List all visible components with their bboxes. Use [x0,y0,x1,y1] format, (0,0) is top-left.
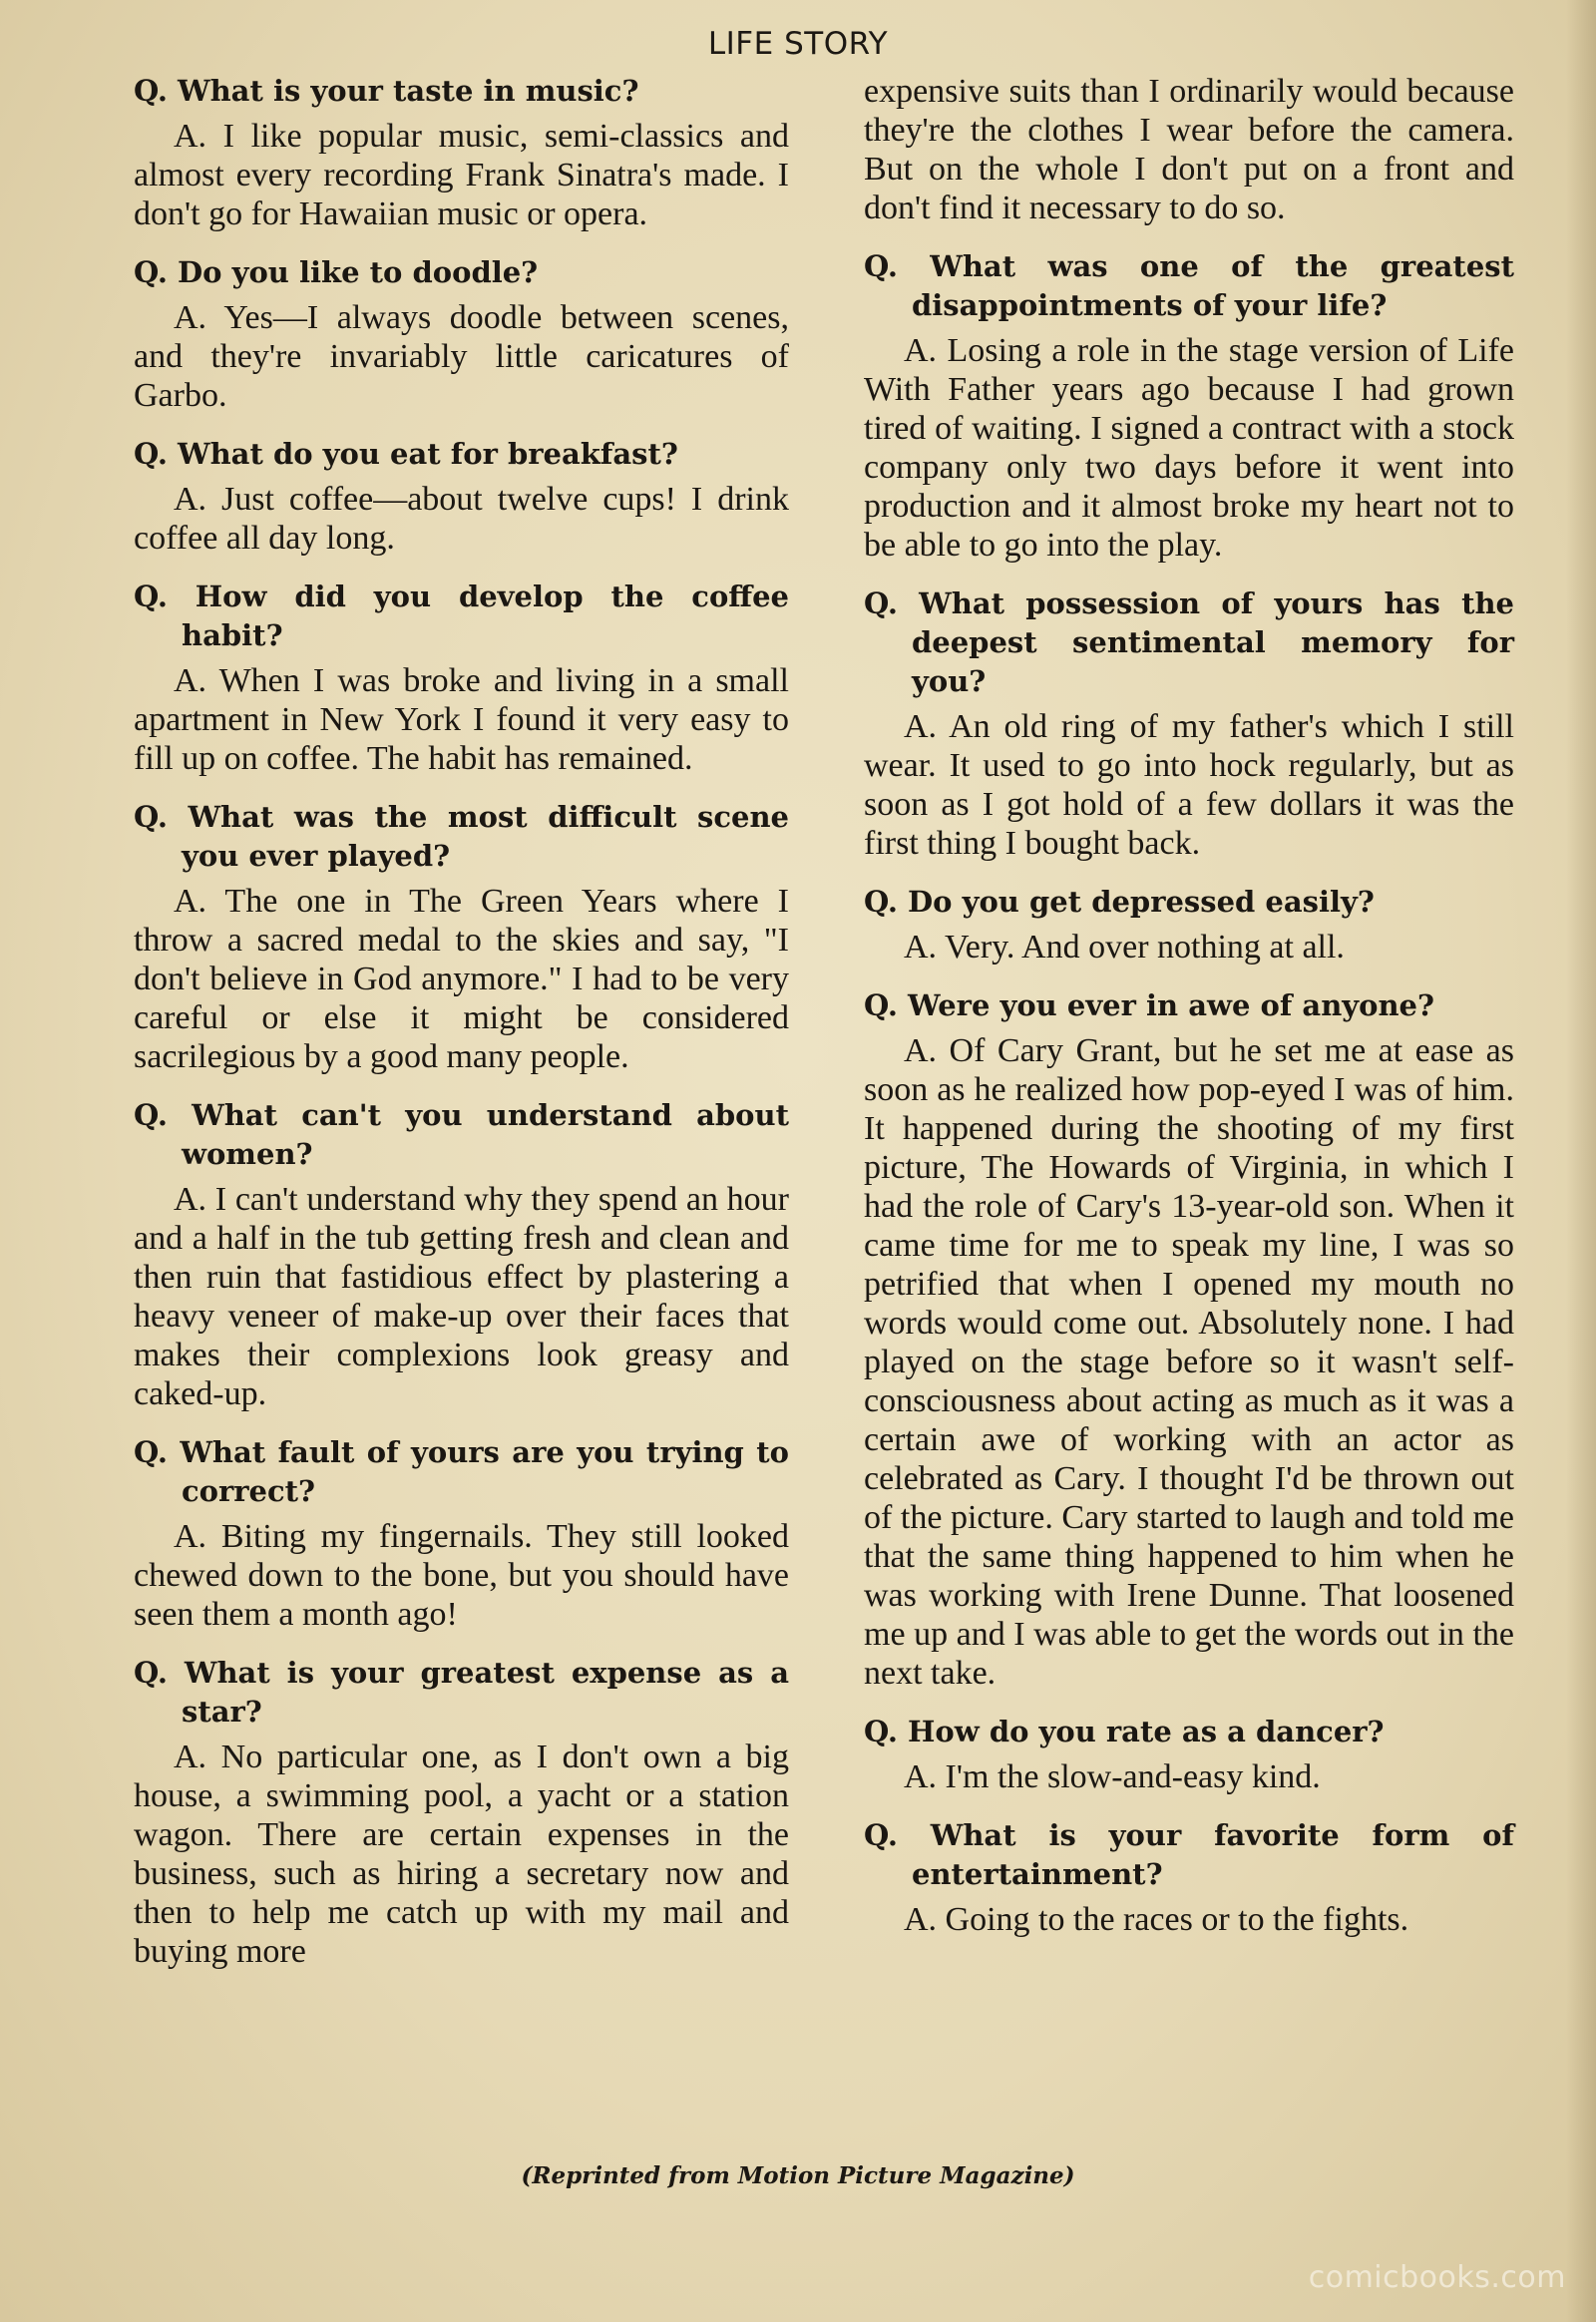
qa-item [864,1713,1514,1796]
running-head: LIFE STORY [707,26,889,62]
answer: A. The one in The Green Years where I throw a sacred medal to the skies and say, "I don't believe in God anymore." I had to be very careful or else it might be considered sacrilegious by a good many people. [134,883,789,1075]
question: Q. What is your favorite form of entertainment? [864,1818,1514,1891]
question: Q. Do you get depressed easily? [864,885,1375,919]
site-watermark: comicbooks.com [1308,2260,1566,2295]
qa-item [134,798,789,1076]
answer: A. Just coffee—about twelve cups! I drink coffee all day long. [134,481,789,557]
answer: A. I'm the slow-and-easy kind. [904,1758,1321,1795]
reprint-credit: (Reprinted from Motion Picture Magazine) [521,2162,1075,2189]
qa-item [134,578,789,778]
question: Q. What is your taste in music? [134,74,639,108]
qa-item [134,1654,789,1971]
question: Q. What possession of yours has the deepest sentimental memory for you? [864,586,1514,698]
question: Q. What do you eat for breakfast? [134,437,678,471]
question: Q. What was the most difficult scene you ever played? [134,800,789,873]
qa-item [134,435,789,558]
page-edge-shadow [1566,0,1596,2322]
answer-continuation: expensive suits than I ordinarily would because they're the clothes I wear before the camera. But on the whole I don't put on a front and don't find it necessary to do so. [864,73,1514,226]
qa-item [864,584,1514,863]
answer: A. When I was broke and living in a small apartment in New York I found it very easy to fill up on coffee. The habit has remained. [134,662,789,777]
question: Q. What was one of the greatest disappointments of your life? [864,249,1514,322]
qa-item [864,247,1514,565]
question: Q. What is your greatest expense as a star? [134,1656,789,1729]
question: Q. Do you like to doodle? [134,255,539,289]
answer: A. An old ring of my father's which I still wear. It used to go into hock regularly, but as soon as I got hold of a few dollars it was the first thing I bought back. [864,708,1514,862]
answer: A. I like popular music, semi-classics and almost every recording Frank Sinatra's made. I don't go for Hawaiian music or opera. [134,118,789,232]
qa-item [134,1096,789,1413]
answer: A. Yes—I always doodle between scenes, and they're invariably little caricatures of Garbo. [134,299,789,414]
qa-item [134,253,789,415]
question: Q. What fault of yours are you trying to correct? [134,1435,789,1508]
left-column [134,72,789,1991]
answer: A. Of Cary Grant, but he set me at ease as soon as he realized how pop-eyed I was of him. It happened during the shooting of my first picture, The Howards of Virginia, in which I had the role of Cary's 13-year-old son. When it came time for me to speak my line, I was so petrified that when I opened my mouth no words would come out. Absolutely none. I had played on the stage before so it wasn't self-consciousness about acting as much as it was a certain awe of working with an actor as celebrated as Cary. I thought I'd be thrown out of the picture. Cary started to laugh and told me that the same thing happened to him when he was working with Irene Dunne. That loosened me up and I was able to get the words out in the next take. [864,1032,1514,1692]
question: Q. What can't you understand about women? [134,1098,789,1171]
question: Q. Were you ever in awe of anyone? [864,988,1434,1022]
answer: A. Very. And over nothing at all. [904,929,1345,966]
answer: A. No particular one, as I don't own a big house, a swimming pool, a yacht or a station wagon. There are certain expenses in the business, such as hiring a secretary now and then to help me catch up with my mail and buying more [134,1739,789,1970]
answer: A. Losing a role in the stage version of Life With Father years ago because I had grown tired of waiting. I signed a contract with a stock company only two days before it went into production and it almost broke my heart not to be able to go into the play. [864,332,1514,564]
qa-item [864,1816,1514,1939]
question: Q. How did you develop the coffee habit? [134,580,789,652]
qa-item [864,986,1514,1693]
qa-item [134,1433,789,1634]
answer: A. Going to the races or to the fights. [904,1901,1409,1938]
answer: A. I can't understand why they spend an hour and a half in the tub getting fresh and clean and then ruin that fastidious effect by plastering a heavy veneer of make-up over their faces that makes their complexions look greasy and caked-up. [134,1181,789,1412]
qa-item [864,883,1514,967]
right-column [864,72,1514,1959]
answer: A. Biting my fingernails. They still looked chewed down to the bone, but you should have seen them a month ago! [134,1518,789,1633]
qa-item [134,72,789,233]
question: Q. How do you rate as a dancer? [864,1715,1385,1748]
